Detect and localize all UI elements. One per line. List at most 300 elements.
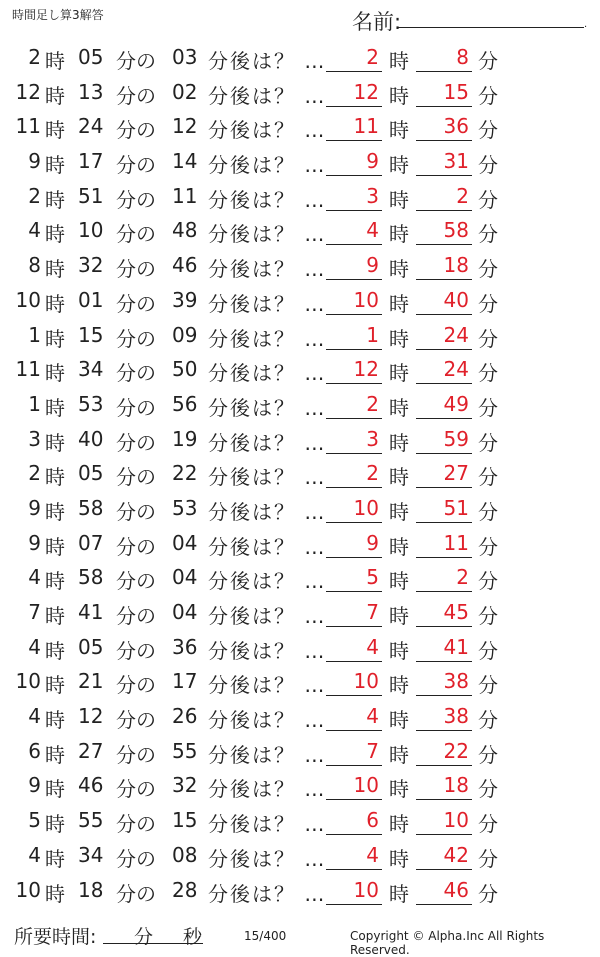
answer-hour-unit: 時	[389, 257, 409, 282]
answer-hour-line	[326, 834, 382, 835]
answer-minute-line	[416, 383, 472, 384]
question-text: 分後は？ …	[208, 395, 327, 420]
answer-minute: 40	[443, 287, 469, 312]
answer-minute: 22	[443, 738, 469, 763]
answer-minute-line	[416, 349, 472, 350]
answer-hour-unit: 時	[389, 604, 409, 628]
answer-hour: 6	[366, 808, 379, 833]
start-hour: 11	[15, 357, 41, 382]
answer-minute-line	[416, 106, 472, 107]
answer-minute-unit: 分	[478, 430, 498, 455]
start-hour: 7	[28, 600, 41, 624]
answer-hour-unit: 時	[389, 153, 409, 178]
hour-label: 時	[45, 673, 65, 698]
start-minute: 24	[78, 114, 104, 139]
answer-minute-unit: 分	[478, 604, 498, 628]
hour-label: 時	[45, 534, 65, 559]
question-text: 分後は？ …	[208, 118, 327, 143]
added-minutes: 46	[172, 253, 198, 278]
start-hour: 4	[28, 704, 41, 729]
start-hour: 4	[28, 634, 41, 659]
answer-minute-line	[416, 557, 472, 558]
start-hour: 9	[28, 149, 41, 174]
answer-hour: 10	[353, 877, 379, 902]
question-text: 分後は？ …	[208, 83, 327, 108]
answer-minute: 46	[443, 877, 469, 902]
problem-row	[0, 837, 600, 872]
start-minute: 27	[78, 738, 104, 763]
answer-minute: 38	[443, 669, 469, 694]
added-minutes: 36	[172, 634, 198, 659]
answer-hour-line	[326, 244, 382, 245]
answer-hour-line	[326, 279, 382, 280]
start-minute: 18	[78, 877, 104, 902]
answer-minute: 51	[443, 495, 469, 520]
answer-minute-line	[416, 71, 472, 72]
minute-of-label: 分の	[116, 257, 156, 282]
start-hour: 4	[28, 565, 41, 590]
minute-of-label: 分の	[116, 222, 156, 247]
answer-hour: 4	[366, 218, 379, 243]
name-field-end: .	[584, 19, 588, 30]
start-minute: 10	[78, 218, 104, 243]
answer-hour-line	[326, 695, 382, 696]
hour-label: 時	[45, 49, 65, 73]
minute-of-label: 分の	[116, 708, 156, 733]
question-text: 分後は？ …	[208, 742, 327, 767]
question-text: 分後は？ …	[208, 291, 327, 316]
answer-hour-unit: 時	[389, 673, 409, 698]
answer-hour-line	[326, 349, 382, 350]
answer-hour-unit: 時	[389, 569, 409, 594]
answer-minute-line	[416, 279, 472, 280]
added-minutes: 55	[172, 738, 198, 763]
answer-hour-unit: 時	[389, 742, 409, 767]
answer-hour: 7	[366, 738, 379, 763]
answer-minute-unit: 分	[478, 257, 498, 282]
problem-row	[0, 698, 600, 733]
answer-hour-unit: 時	[389, 326, 409, 351]
answer-minute: 45	[443, 600, 469, 624]
question-text: 分後は？ …	[208, 881, 327, 906]
answer-hour: 2	[366, 391, 379, 416]
answer-minute: 2	[456, 565, 469, 590]
hour-label: 時	[45, 777, 65, 802]
answer-hour-unit: 時	[389, 638, 409, 663]
question-text: 分後は？ …	[208, 812, 327, 837]
answer-hour-unit: 時	[389, 881, 409, 906]
minute-of-label: 分の	[116, 499, 156, 524]
answer-minute-unit: 分	[478, 465, 498, 490]
answer-minute-unit: 分	[478, 881, 498, 906]
answer-minute-line	[416, 453, 472, 454]
problem-row	[0, 525, 600, 560]
start-hour: 10	[15, 669, 41, 694]
start-minute: 05	[78, 45, 104, 69]
answer-hour-unit: 時	[389, 83, 409, 108]
answer-minute: 36	[443, 114, 469, 139]
answer-minute: 2	[456, 183, 469, 208]
added-minutes: 48	[172, 218, 198, 243]
answer-minute-unit: 分	[478, 812, 498, 837]
minute-of-label: 分の	[116, 846, 156, 871]
answer-hour-unit: 時	[389, 187, 409, 212]
start-hour: 9	[28, 530, 41, 555]
start-hour: 2	[28, 183, 41, 208]
answer-hour-unit: 時	[389, 222, 409, 247]
answer-minute-line	[416, 175, 472, 176]
start-hour: 4	[28, 842, 41, 867]
answer-minute: 41	[443, 634, 469, 659]
start-minute: 51	[78, 183, 104, 208]
question-text: 分後は？ …	[208, 604, 327, 628]
hour-label: 時	[45, 708, 65, 733]
answer-minute-unit: 分	[478, 291, 498, 316]
answer-minute-line	[416, 314, 472, 315]
answer-hour-unit: 時	[389, 534, 409, 559]
question-text: 分後は？ …	[208, 430, 327, 455]
question-text: 分後は？ …	[208, 361, 327, 386]
answer-minute: 24	[443, 357, 469, 382]
answer-minute-unit: 分	[478, 499, 498, 524]
problem-row	[0, 74, 600, 109]
hour-label: 時	[45, 83, 65, 108]
question-text: 分後は？ …	[208, 326, 327, 351]
answer-minute-unit: 分	[478, 569, 498, 594]
answer-minute-unit: 分	[478, 708, 498, 733]
problem-row	[0, 663, 600, 698]
minute-of-label: 分の	[116, 430, 156, 455]
added-minutes: 12	[172, 114, 198, 139]
added-minutes: 26	[172, 704, 198, 729]
start-minute: 05	[78, 461, 104, 486]
problem-row	[0, 455, 600, 490]
answer-minute-unit: 分	[478, 395, 498, 420]
minute-of-label: 分の	[116, 465, 156, 490]
start-minute: 17	[78, 149, 104, 174]
answer-minute-line	[416, 140, 472, 141]
answer-hour-line	[326, 591, 382, 592]
answer-hour-unit: 時	[389, 395, 409, 420]
answer-minute-line	[416, 695, 472, 696]
hour-label: 時	[45, 812, 65, 837]
start-minute: 34	[78, 842, 104, 867]
problem-row	[0, 802, 600, 837]
answer-hour: 4	[366, 704, 379, 729]
answer-hour-unit: 時	[389, 812, 409, 837]
start-minute: 01	[78, 287, 104, 312]
answer-hour-line	[326, 661, 382, 662]
answer-minute-unit: 分	[478, 361, 498, 386]
answer-hour-line	[326, 314, 382, 315]
hour-label: 時	[45, 430, 65, 455]
minute-of-label: 分の	[116, 812, 156, 837]
start-hour: 9	[28, 773, 41, 798]
answer-hour: 5	[366, 565, 379, 590]
answer-minute-line	[416, 522, 472, 523]
added-minutes: 04	[172, 600, 198, 624]
minute-of-label: 分の	[116, 291, 156, 316]
answer-minute: 49	[443, 391, 469, 416]
answer-hour-line	[326, 765, 382, 766]
answer-minute: 10	[443, 808, 469, 833]
start-minute: 21	[78, 669, 104, 694]
answer-hour: 9	[366, 530, 379, 555]
added-minutes: 56	[172, 391, 198, 416]
answer-hour-unit: 時	[389, 118, 409, 143]
added-minutes: 15	[172, 808, 198, 833]
answer-minute: 58	[443, 218, 469, 243]
answer-minute: 18	[443, 773, 469, 798]
problem-row	[0, 490, 600, 525]
start-minute: 34	[78, 357, 104, 382]
question-text: 分後は？ …	[208, 708, 327, 733]
added-minutes: 09	[172, 322, 198, 347]
answer-minute-unit: 分	[478, 326, 498, 351]
answer-minute: 59	[443, 426, 469, 451]
hour-label: 時	[45, 291, 65, 316]
answer-hour-line	[326, 522, 382, 523]
problem-row	[0, 767, 600, 802]
question-text: 分後は？ …	[208, 222, 327, 247]
answer-minute-unit: 分	[478, 846, 498, 871]
problem-row	[0, 386, 600, 421]
answer-hour-line	[326, 383, 382, 384]
answer-minute-unit: 分	[478, 187, 498, 212]
start-minute: 12	[78, 704, 104, 729]
question-text: 分後は？ …	[208, 569, 327, 594]
problem-row	[0, 733, 600, 768]
answer-minute-line	[416, 626, 472, 627]
answer-hour-line	[326, 904, 382, 905]
answer-hour: 12	[353, 79, 379, 104]
start-minute: 05	[78, 634, 104, 659]
problem-row	[0, 559, 600, 594]
hour-label: 時	[45, 465, 65, 490]
answer-minute-unit: 分	[478, 777, 498, 802]
answer-hour: 3	[366, 426, 379, 451]
hour-label: 時	[45, 153, 65, 178]
start-minute: 55	[78, 808, 104, 833]
answer-minute: 24	[443, 322, 469, 347]
answer-minute-unit: 分	[478, 153, 498, 178]
answer-minute: 42	[443, 842, 469, 867]
start-minute: 40	[78, 426, 104, 451]
answer-hour: 10	[353, 773, 379, 798]
answer-minute-unit: 分	[478, 742, 498, 767]
hour-label: 時	[45, 499, 65, 524]
name-label: 名前:	[352, 10, 402, 34]
hour-label: 時	[45, 604, 65, 628]
answer-minute-line	[416, 834, 472, 835]
problem-row	[0, 282, 600, 317]
answer-hour-line	[326, 210, 382, 211]
question-text: 分後は？ …	[208, 638, 327, 663]
answer-hour-unit: 時	[389, 708, 409, 733]
answer-hour-unit: 時	[389, 499, 409, 524]
added-minutes: 22	[172, 461, 198, 486]
minute-of-label: 分の	[116, 395, 156, 420]
name-field-line	[398, 27, 584, 28]
answer-hour: 4	[366, 842, 379, 867]
answer-minute-unit: 分	[478, 83, 498, 108]
elapsed-seconds-label: 秒	[183, 926, 203, 948]
start-hour: 1	[28, 391, 41, 416]
added-minutes: 02	[172, 79, 198, 104]
start-hour: 2	[28, 461, 41, 486]
answer-minute-line	[416, 661, 472, 662]
start-minute: 46	[78, 773, 104, 798]
question-text: 分後は？ …	[208, 777, 327, 802]
problem-row	[0, 247, 600, 282]
answer-minute-line	[416, 904, 472, 905]
added-minutes: 17	[172, 669, 198, 694]
answer-hour: 7	[366, 600, 379, 624]
answer-minute-line	[416, 244, 472, 245]
answer-minute: 11	[443, 530, 469, 555]
answer-hour-unit: 時	[389, 49, 409, 73]
start-minute: 15	[78, 322, 104, 347]
answer-minute-line	[416, 487, 472, 488]
start-hour: 6	[28, 738, 41, 763]
added-minutes: 04	[172, 565, 198, 590]
worksheet-title: 時間足し算3解答	[12, 8, 104, 22]
added-minutes: 11	[172, 183, 198, 208]
start-hour: 12	[15, 79, 41, 104]
answer-hour-line	[326, 557, 382, 558]
answer-hour-line	[326, 453, 382, 454]
answer-minute-line	[416, 210, 472, 211]
question-text: 分後は？ …	[208, 846, 327, 871]
problem-row	[0, 143, 600, 178]
answer-hour-unit: 時	[389, 846, 409, 871]
answer-hour: 4	[366, 634, 379, 659]
answer-hour-line	[326, 418, 382, 419]
question-text: 分後は？ …	[208, 534, 327, 559]
answer-minute-line	[416, 418, 472, 419]
minute-of-label: 分の	[116, 777, 156, 802]
minute-of-label: 分の	[116, 881, 156, 906]
copyright: Copyright © Alpha.Inc All Rights Reserved.	[350, 929, 545, 957]
problem-row	[0, 351, 600, 386]
added-minutes: 39	[172, 287, 198, 312]
question-text: 分後は？ …	[208, 257, 327, 282]
problem-row	[0, 317, 600, 352]
answer-hour: 9	[366, 253, 379, 278]
answer-minute-line	[416, 869, 472, 870]
answer-hour: 10	[353, 669, 379, 694]
answer-minute-unit: 分	[478, 118, 498, 143]
answer-hour: 10	[353, 287, 379, 312]
start-minute: 58	[78, 565, 104, 590]
elapsed-time-label: 所要時間:	[14, 926, 97, 948]
problem-row	[0, 178, 600, 213]
answer-hour-unit: 時	[389, 291, 409, 316]
hour-label: 時	[45, 222, 65, 247]
answer-hour-line	[326, 626, 382, 627]
answer-minute: 38	[443, 704, 469, 729]
start-minute: 13	[78, 79, 104, 104]
added-minutes: 03	[172, 45, 198, 69]
problem-row	[0, 212, 600, 247]
answer-hour: 2	[366, 461, 379, 486]
answer-hour: 10	[353, 495, 379, 520]
minute-of-label: 分の	[116, 742, 156, 767]
answer-minute: 31	[443, 149, 469, 174]
added-minutes: 19	[172, 426, 198, 451]
problem-row	[0, 421, 600, 456]
start-hour: 1	[28, 322, 41, 347]
answer-minute: 15	[443, 79, 469, 104]
elapsed-minutes-label: 分	[134, 926, 154, 948]
added-minutes: 08	[172, 842, 198, 867]
answer-minute-unit: 分	[478, 534, 498, 559]
answer-hour-unit: 時	[389, 777, 409, 802]
hour-label: 時	[45, 395, 65, 420]
hour-label: 時	[45, 569, 65, 594]
answer-hour-unit: 時	[389, 430, 409, 455]
start-hour: 8	[28, 253, 41, 278]
answer-hour-line	[326, 869, 382, 870]
answer-hour: 11	[353, 114, 379, 139]
problem-row	[0, 594, 600, 629]
hour-label: 時	[45, 361, 65, 386]
minute-of-label: 分の	[116, 604, 156, 628]
hour-label: 時	[45, 881, 65, 906]
minute-of-label: 分の	[116, 638, 156, 663]
minute-of-label: 分の	[116, 361, 156, 386]
minute-of-label: 分の	[116, 118, 156, 143]
problem-row	[0, 39, 600, 74]
answer-minute-line	[416, 799, 472, 800]
question-text: 分後は？ …	[208, 499, 327, 524]
answer-minute: 27	[443, 461, 469, 486]
problem-list	[0, 39, 600, 906]
hour-label: 時	[45, 846, 65, 871]
minute-of-label: 分の	[116, 326, 156, 351]
problem-row	[0, 872, 600, 907]
hour-label: 時	[45, 742, 65, 767]
start-minute: 32	[78, 253, 104, 278]
hour-label: 時	[45, 326, 65, 351]
answer-minute-unit: 分	[478, 49, 498, 73]
hour-label: 時	[45, 257, 65, 282]
question-text: 分後は？ …	[208, 465, 327, 490]
answer-minute-unit: 分	[478, 673, 498, 698]
start-hour: 11	[15, 114, 41, 139]
minute-of-label: 分の	[116, 49, 156, 73]
minute-of-label: 分の	[116, 673, 156, 698]
start-minute: 58	[78, 495, 104, 520]
minute-of-label: 分の	[116, 187, 156, 212]
added-minutes: 28	[172, 877, 198, 902]
answer-minute-unit: 分	[478, 222, 498, 247]
answer-minute-line	[416, 730, 472, 731]
minute-of-label: 分の	[116, 534, 156, 559]
question-text: 分後は？ …	[208, 49, 327, 73]
added-minutes: 14	[172, 149, 198, 174]
answer-minute-line	[416, 765, 472, 766]
question-text: 分後は？ …	[208, 187, 327, 212]
hour-label: 時	[45, 118, 65, 143]
start-hour: 9	[28, 495, 41, 520]
answer-hour-line	[326, 106, 382, 107]
answer-minute: 18	[443, 253, 469, 278]
hour-label: 時	[45, 187, 65, 212]
question-text: 分後は？ …	[208, 153, 327, 178]
answer-hour-line	[326, 71, 382, 72]
start-minute: 53	[78, 391, 104, 416]
